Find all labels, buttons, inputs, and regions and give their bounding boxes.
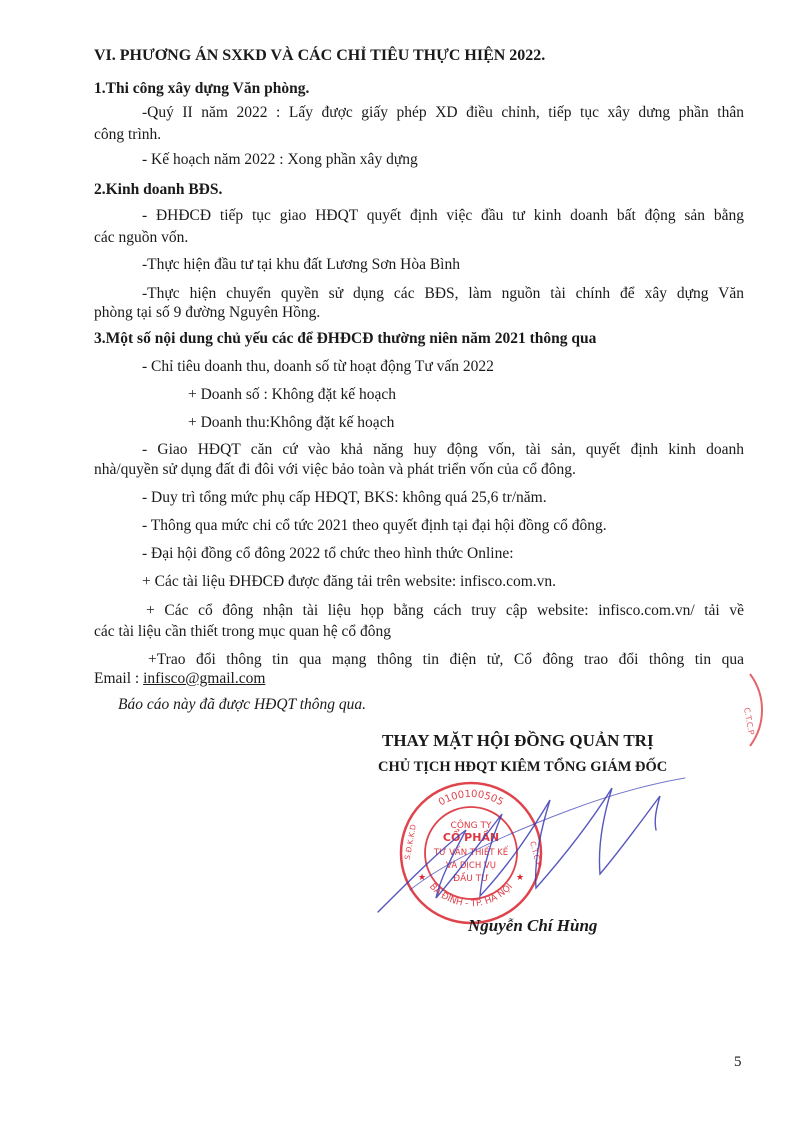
s1-paragraph-1: -Quý II năm 2022 : Lấy được giấy phép XD điều chỉnh, tiếp tục xây dưng phần thân bbox=[142, 104, 744, 121]
s1-paragraph-2: - Kế hoạch năm 2022 : Xong phần xây dựng bbox=[142, 151, 418, 168]
s3-paragraph-4: - Thông qua mức chi cổ tức 2021 theo quyết định tại đại hội đồng cổ đông. bbox=[142, 517, 607, 534]
handwritten-signature bbox=[370, 770, 690, 920]
stamp-center-4: VÀ DỊCH VỤ bbox=[446, 861, 496, 871]
s3-online-item-3: +Trao đổi thông tin qua mạng thông tin điện tử, Cổ đông trao đổi thông tin qua bbox=[148, 651, 744, 668]
signature-title-2: CHỦ TỊCH HĐQT KIÊM TỔNG GIÁM ĐỐC bbox=[378, 759, 668, 775]
stamp-reg-number: 0100100505 bbox=[436, 788, 506, 809]
s3-paragraph-2-cont: nhà/quyền sử dụng đất đi đôi với việc bảo toàn và phát triển vốn của cổ đông. bbox=[94, 461, 576, 478]
svg-text:★: ★ bbox=[516, 872, 525, 882]
stamp-ring-bottom: BA ĐÌNH - TP. HÀ NỘI bbox=[427, 881, 515, 910]
s3-online-item-3-cont bbox=[94, 669, 265, 689]
s3-item-revenue-volume: + Doanh số : Không đặt kế hoạch bbox=[188, 386, 397, 403]
s3-paragraph-1: - Chỉ tiêu doanh thu, doanh số từ hoạt động Tư vấn 2022 bbox=[142, 358, 494, 375]
page-number: 5 bbox=[734, 1054, 742, 1070]
s2-paragraph-1: - ĐHĐCĐ tiếp tục giao HĐQT quyết định việc đầu tư kinh doanh bất động sản bằng bbox=[142, 207, 744, 224]
stamp-center-5: ĐẦU TƯ bbox=[453, 874, 489, 884]
stamp-center-1: CÔNG TY bbox=[450, 821, 492, 831]
s3-paragraph-3: - Duy trì tổng mức phụ cấp HĐQT, BKS: không quá 25,6 tr/năm. bbox=[142, 489, 547, 506]
stamp-ring-left: S.Đ.K.K.D bbox=[402, 823, 418, 861]
s2-paragraph-3-cont: phòng tại số 9 đường Nguyên Hồng. bbox=[94, 304, 321, 321]
section-heading: VI. PHƯƠNG ÁN SXKD VÀ CÁC CHỈ TIÊU THỰC HIỆN 2022. bbox=[94, 47, 546, 64]
signer-name: Nguyễn Chí Hùng bbox=[468, 916, 598, 935]
section-3-title: 3.Một số nội dung chủ yếu các để ĐHĐCĐ thường niên năm 2021 thông qua bbox=[94, 330, 597, 347]
section-1-title: 1.Thi công xây dựng Văn phòng. bbox=[94, 80, 310, 97]
email-label: Email : bbox=[94, 670, 144, 687]
s2-paragraph-3: -Thực hiện chuyển quyền sử dụng các BĐS, làm nguồn tài chính để xây dựng Văn bbox=[142, 285, 744, 302]
stamp-ring-right: C.T.C.P bbox=[528, 840, 544, 868]
s3-paragraph-5: - Đại hội đồng cổ đông 2022 tổ chức theo hình thức Online: bbox=[142, 545, 514, 562]
signature-title-1: THAY MẶT HỘI ĐỒNG QUẢN TRỊ bbox=[382, 731, 654, 750]
s1-paragraph-1-cont: công trình. bbox=[94, 126, 162, 143]
section-2-title: 2.Kinh doanh BĐS. bbox=[94, 181, 223, 198]
s3-online-item-2-cont: các tài liệu cần thiết trong mục quan hệ cổ đông bbox=[94, 623, 391, 640]
s3-online-item-2: + Các cổ đông nhận tài liệu họp bằng cách truy cập website: infisco.com.vn/ tải về bbox=[146, 602, 744, 619]
email-link[interactable]: infisco@gmail.com bbox=[143, 670, 266, 687]
s2-paragraph-1-cont: các nguồn vốn. bbox=[94, 229, 189, 246]
s3-online-item-1: + Các tài liệu ĐHĐCĐ được đăng tải trên website: infisco.com.vn. bbox=[142, 573, 557, 590]
stamp-center-3: TƯ VẤN THIẾT KẾ bbox=[433, 848, 509, 858]
svg-text:C.T.C.P: C.T.C.P bbox=[742, 706, 756, 736]
svg-text:★: ★ bbox=[418, 872, 427, 882]
stamp-center-2: CỔ PHẦN bbox=[442, 831, 500, 844]
s2-paragraph-2: -Thực hiện đầu tư tại khu đất Lương Sơn Hòa Bình bbox=[142, 256, 460, 273]
s3-item-revenue: + Doanh thu:Không đặt kế hoạch bbox=[188, 414, 395, 431]
s3-paragraph-2: - Giao HĐQT căn cứ vào khả năng huy động vốn, tài sản, quyết định kinh doanh bbox=[142, 441, 744, 458]
approval-note: Báo cáo này đã được HĐQT thông qua. bbox=[118, 696, 367, 713]
partial-edge-stamp bbox=[730, 670, 794, 750]
